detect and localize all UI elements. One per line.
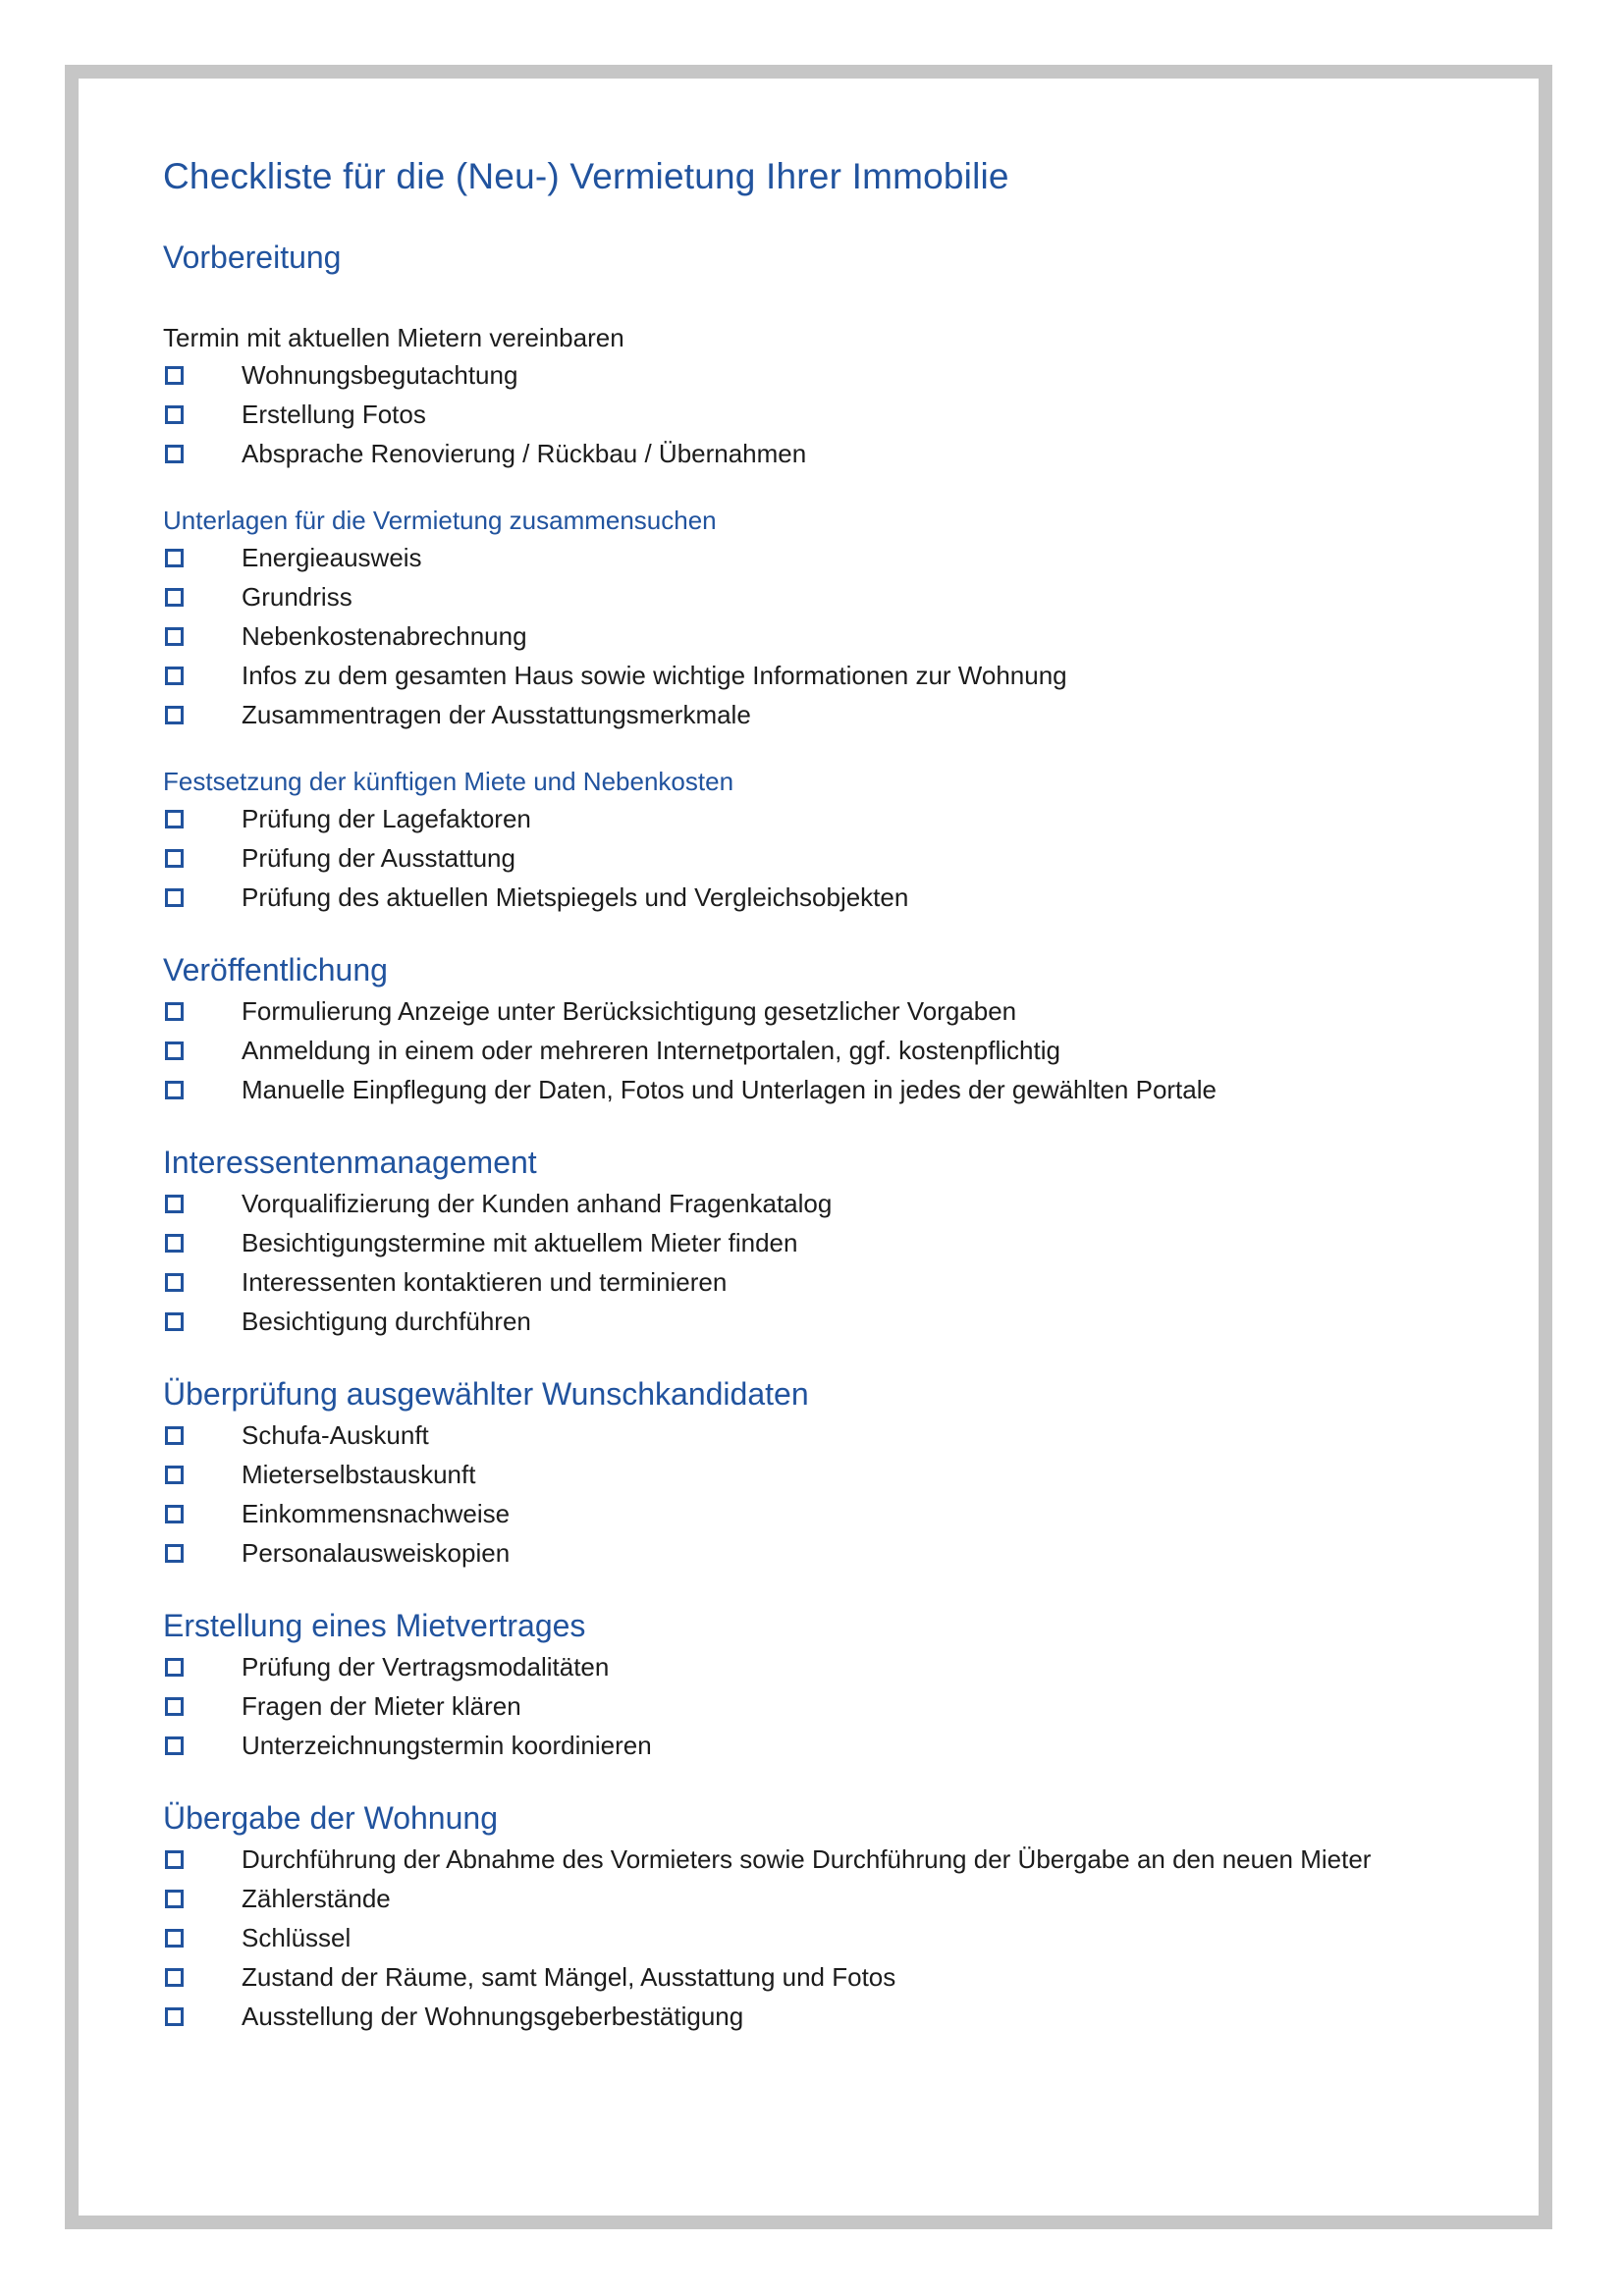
checklist-item [163, 1918, 1518, 1957]
checkbox[interactable] [165, 706, 184, 724]
checklist-item [163, 838, 1518, 878]
checkbox[interactable] [165, 445, 184, 463]
sections-container [163, 238, 1518, 2036]
checkbox[interactable] [165, 1850, 184, 1869]
checklist-item [163, 1533, 1518, 1573]
checkbox[interactable] [165, 1081, 184, 1099]
checkbox[interactable] [165, 627, 184, 646]
checkbox[interactable] [165, 1929, 184, 1948]
checkbox[interactable] [165, 1544, 184, 1563]
checkbox[interactable] [165, 549, 184, 567]
checklist-item-label: Zustand der Räume, samt Mängel, Ausstattung und Fotos [242, 1962, 896, 1992]
section-heading: Erstellung eines Mietvertrages [163, 1608, 586, 1643]
checklist-item [163, 1262, 1518, 1302]
checkbox[interactable] [165, 1002, 184, 1021]
checkbox[interactable] [165, 1736, 184, 1755]
checklist-items [163, 1184, 1518, 1341]
checklist-group [163, 320, 1518, 473]
group-label: Termin mit aktuellen Mietern vereinbaren [163, 323, 624, 352]
checkbox[interactable] [165, 1466, 184, 1484]
checkbox[interactable] [165, 1426, 184, 1445]
checklist-item-label: Zählerstände [242, 1884, 391, 1913]
checklist-item-label: Unterzeichnungstermin koordinieren [242, 1731, 652, 1760]
checklist-items [163, 355, 1518, 473]
checklist-item-label: Formulierung Anzeige unter Berücksichtigung gesetzlicher Vorgaben [242, 996, 1017, 1026]
checkbox[interactable] [165, 405, 184, 424]
checklist-section [163, 238, 1518, 917]
checklist-item [163, 695, 1518, 734]
checkbox[interactable] [165, 1195, 184, 1213]
checklist-document [163, 155, 1518, 2036]
checklist-item-label: Energieausweis [242, 543, 422, 572]
checkbox[interactable] [165, 1312, 184, 1331]
checklist-item [163, 1997, 1518, 2036]
checklist-group [163, 764, 1518, 917]
checklist-items [163, 1840, 1518, 2036]
checkbox[interactable] [165, 2007, 184, 2026]
section-heading: Interessentenmanagement [163, 1145, 537, 1180]
checkbox[interactable] [165, 849, 184, 868]
checklist-item [163, 1840, 1518, 1879]
group-label: Festsetzung der künftigen Miete und Nebenkosten [163, 767, 734, 796]
checklist-item [163, 799, 1518, 838]
checkbox[interactable] [165, 1697, 184, 1716]
document-title: Checkliste für die (Neu-) Vermietung Ihrer Immobilie [163, 156, 1009, 196]
checkbox[interactable] [165, 366, 184, 385]
checklist-item-label: Grundriss [242, 582, 352, 612]
checklist-group [163, 503, 1518, 734]
checkbox[interactable] [165, 810, 184, 828]
checklist-item-label: Schlüssel [242, 1923, 352, 1952]
checklist-items [163, 538, 1518, 734]
checklist-item-label: Prüfung des aktuellen Mietspiegels und Vergleichsobjekten [242, 882, 909, 912]
group-label: Unterlagen für die Vermietung zusammensuchen [163, 506, 717, 535]
checklist-group [163, 991, 1518, 1109]
checklist-item-label: Absprache Renovierung / Rückbau / Übernahmen [242, 439, 807, 468]
checklist-item [163, 656, 1518, 695]
checklist-item [163, 1455, 1518, 1494]
checklist-group [163, 1840, 1518, 2036]
section-heading: Überprüfung ausgewählter Wunschkandidaten [163, 1376, 809, 1412]
checklist-section [163, 1374, 1518, 1573]
checklist-item [163, 1726, 1518, 1765]
checklist-item-label: Nebenkostenabrechnung [242, 621, 527, 651]
checklist-item [163, 1302, 1518, 1341]
checklist-item [163, 1957, 1518, 1997]
checklist-item-label: Vorqualifizierung der Kunden anhand Fragenkatalog [242, 1189, 833, 1218]
checkbox[interactable] [165, 1890, 184, 1908]
checklist-item-label: Ausstellung der Wohnungsgeberbestätigung [242, 2002, 744, 2031]
checklist-items [163, 991, 1518, 1109]
checkbox[interactable] [165, 1968, 184, 1987]
checklist-item [163, 355, 1518, 395]
checkbox[interactable] [165, 888, 184, 907]
checklist-group [163, 1184, 1518, 1341]
checklist-item [163, 434, 1518, 473]
checkbox[interactable] [165, 1041, 184, 1060]
checklist-section [163, 1143, 1518, 1341]
checklist-item [163, 1223, 1518, 1262]
section-heading: Übergabe der Wohnung [163, 1800, 498, 1836]
checklist-items [163, 1647, 1518, 1765]
checklist-item-label: Erstellung Fotos [242, 400, 426, 429]
checklist-item [163, 1647, 1518, 1686]
checkbox[interactable] [165, 1658, 184, 1677]
checklist-item [163, 395, 1518, 434]
checklist-item-label: Prüfung der Ausstattung [242, 843, 515, 873]
checkbox[interactable] [165, 588, 184, 607]
checklist-section [163, 1798, 1518, 2036]
section-heading: Vorbereitung [163, 240, 342, 275]
checklist-item [163, 538, 1518, 577]
checklist-item-label: Fragen der Mieter klären [242, 1691, 521, 1721]
checklist-group [163, 1415, 1518, 1573]
checklist-item-label: Infos zu dem gesamten Haus sowie wichtige Informationen zur Wohnung [242, 661, 1067, 690]
checkbox[interactable] [165, 1273, 184, 1292]
checklist-item-label: Anmeldung in einem oder mehreren Internetportalen, ggf. kostenpflichtig [242, 1036, 1060, 1065]
checklist-item [163, 1879, 1518, 1918]
checklist-item [163, 1686, 1518, 1726]
checklist-section [163, 1606, 1518, 1765]
checklist-item-label: Wohnungsbegutachtung [242, 360, 518, 390]
checklist-item [163, 878, 1518, 917]
checklist-item-label: Schufa-Auskunft [242, 1420, 429, 1450]
checklist-item-label: Besichtigungstermine mit aktuellem Mieter finden [242, 1228, 798, 1257]
checklist-item-label: Manuelle Einpflegung der Daten, Fotos und Unterlagen in jedes der gewählten Portale [242, 1075, 1217, 1104]
checklist-item-label: Personalausweiskopien [242, 1538, 511, 1568]
checklist-item-label: Interessenten kontaktieren und terminieren [242, 1267, 728, 1297]
checklist-item [163, 1494, 1518, 1533]
checklist-items [163, 799, 1518, 917]
checklist-item [163, 991, 1518, 1031]
checklist-item-label: Prüfung der Vertragsmodalitäten [242, 1652, 610, 1682]
section-heading: Veröffentlichung [163, 952, 388, 988]
checklist-group [163, 1647, 1518, 1765]
checklist-item [163, 1070, 1518, 1109]
checklist-item-label: Prüfung der Lagefaktoren [242, 804, 531, 833]
checkbox[interactable] [165, 1234, 184, 1253]
checklist-item [163, 577, 1518, 616]
checkbox[interactable] [165, 1505, 184, 1523]
checklist-item-label: Mieterselbstauskunft [242, 1460, 476, 1489]
checkbox[interactable] [165, 667, 184, 685]
checklist-item [163, 1184, 1518, 1223]
checklist-item-label: Besichtigung durchführen [242, 1307, 531, 1336]
checklist-item [163, 1031, 1518, 1070]
checklist-item [163, 1415, 1518, 1455]
checklist-item [163, 616, 1518, 656]
checklist-item-label: Einkommensnachweise [242, 1499, 511, 1528]
checklist-item-label: Zusammentragen der Ausstattungsmerkmale [242, 700, 751, 729]
checklist-section [163, 950, 1518, 1109]
checklist-item-label: Durchführung der Abnahme des Vormieters sowie Durchführung der Übergabe an den neuen Mieter [242, 1844, 1372, 1874]
checklist-items [163, 1415, 1518, 1573]
